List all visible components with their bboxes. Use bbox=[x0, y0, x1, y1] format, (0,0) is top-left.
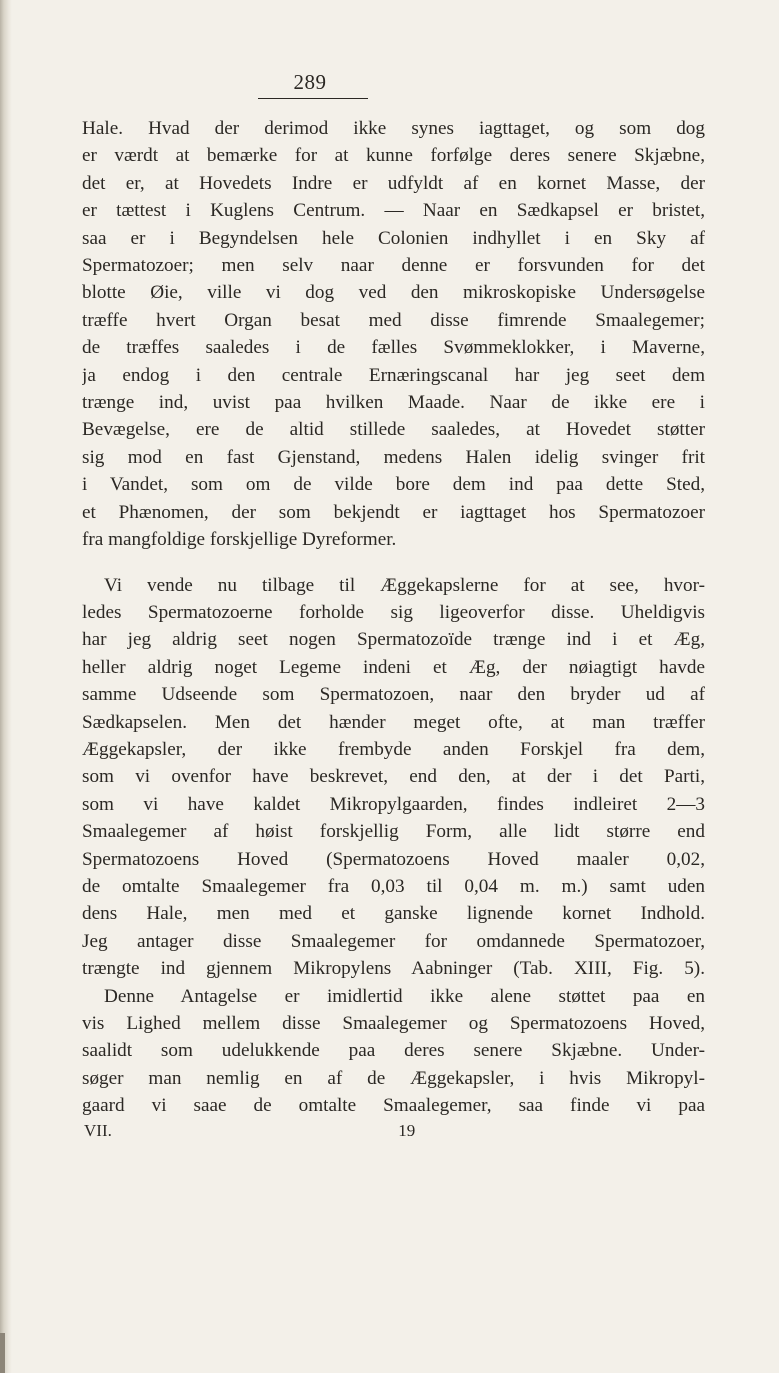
text-line: Æggekapsler, der ikke frembyde anden Forskjel fra dem, bbox=[82, 738, 705, 760]
text-line: Bevægelse, ere de altid stillede saaledes, at Hovedet støtter bbox=[82, 419, 705, 441]
text-line: er værdt at bemærke for at kunne forfølge deres senere Skjæbne, bbox=[82, 145, 705, 167]
signature-line bbox=[82, 1119, 705, 1143]
text-line: Denne Antagelse er imidlertid ikke alene støttet paa en bbox=[104, 985, 705, 1007]
text-line: Sædkapselen. Men det hænder meget ofte, at man træffer bbox=[82, 711, 705, 733]
text-line: ledes Spermatozoerne forholde sig ligeoverfor disse. Uheldigvis bbox=[82, 601, 705, 623]
page-number: 289 bbox=[293, 70, 327, 94]
volume-mark: VII. bbox=[84, 1120, 112, 1140]
text-line: træffe hvert Organ besat med disse fimrende Smaalegemer; bbox=[82, 309, 705, 331]
text-line: som vi have kaldet Mikropylgaarden, findes indleiret 2—3 bbox=[82, 793, 705, 815]
text-line: Hale. Hvad der derimod ikke synes iagttaget, og som dog bbox=[82, 118, 705, 139]
text-line: trænge ind, uvist paa hvilken Maade. Naar de ikke ere i bbox=[82, 392, 705, 414]
text-line: er tættest i Kuglens Centrum. — Naar en Sædkapsel er bristet, bbox=[82, 200, 705, 222]
paragraph-2 bbox=[82, 572, 705, 1120]
page-number-rule bbox=[258, 98, 368, 99]
text-line: saalidt som udelukkende paa deres senere Skjæbne. Under- bbox=[82, 1040, 705, 1062]
binding-mark bbox=[0, 1333, 5, 1373]
text-line: fra mangfoldige forskjellige Dyreformer. bbox=[82, 529, 397, 551]
text-line: det er, at Hovedets Indre er udfyldt af en kornet Masse, der bbox=[82, 172, 705, 194]
text-line: gaard vi saae de omtalte Smaalegemer, saa finde vi paa bbox=[82, 1095, 705, 1117]
paragraph-gap bbox=[82, 554, 705, 572]
text-line: de omtalte Smaalegemer fra 0,03 til 0,04 m. m.) samt uden bbox=[82, 875, 705, 897]
text-line: blotte Øie, ville vi dog ved den mikroskopiske Undersøgelse bbox=[82, 282, 705, 304]
text-line: et Phænomen, der som bekjendt er iagttaget hos Spermatozoer bbox=[82, 501, 705, 523]
text-line: trængte ind gjennem Mikropylens Aabninger (Tab. XIII, Fig. 5). bbox=[82, 958, 705, 980]
sheet-signature: 19 bbox=[398, 1120, 416, 1140]
text-line: har jeg aldrig seet nogen Spermatozoïde trænge ind i et Æg, bbox=[82, 629, 705, 651]
binding-edge bbox=[0, 0, 12, 1373]
text-line: samme Udseende som Spermatozoen, naar den bryder ud af bbox=[82, 684, 705, 706]
text-line: Smaalegemer af høist forskjellig Form, alle lidt større end bbox=[82, 821, 705, 843]
text-line: i Vandet, som om de vilde bore dem ind paa dette Sted, bbox=[82, 474, 705, 496]
text-line: Spermatozoer; men selv naar denne er forsvunden for det bbox=[82, 255, 705, 277]
text-line: saa er i Begyndelsen hele Colonien indhyllet i en Sky af bbox=[82, 227, 705, 249]
text-line: ja endog i den centrale Ernæringscanal har jeg seet dem bbox=[82, 364, 705, 386]
text-line: de træffes saaledes i de fælles Svømmeklokker, i Maverne, bbox=[82, 337, 705, 359]
text-line: Jeg antager disse Smaalegemer for omdannede Spermatozoer, bbox=[82, 930, 705, 952]
text-line: Vi vende nu tilbage til Æggekapslerne for at see, hvor- bbox=[104, 574, 705, 596]
text-line: søger man nemlig en af de Æggekapsler, i hvis Mikropyl- bbox=[82, 1067, 705, 1089]
text-line: dens Hale, men med et ganske lignende kornet Indhold. bbox=[82, 903, 705, 925]
text-line: Spermatozoens Hoved (Spermatozoens Hoved maaler 0,02, bbox=[82, 848, 705, 870]
text-line: sig mod en fast Gjenstand, medens Halen idelig svinger frit bbox=[82, 446, 705, 468]
paragraph-1 bbox=[82, 115, 705, 554]
text-line: som vi ovenfor have beskrevet, end den, at der i det Parti, bbox=[82, 766, 705, 788]
body-text bbox=[82, 115, 705, 1143]
text-line: vis Lighed mellem disse Smaalegemer og Spermatozoens Hoved, bbox=[82, 1013, 705, 1034]
text-line: heller aldrig noget Legeme indeni et Æg, der nøiagtigt havde bbox=[82, 656, 705, 678]
